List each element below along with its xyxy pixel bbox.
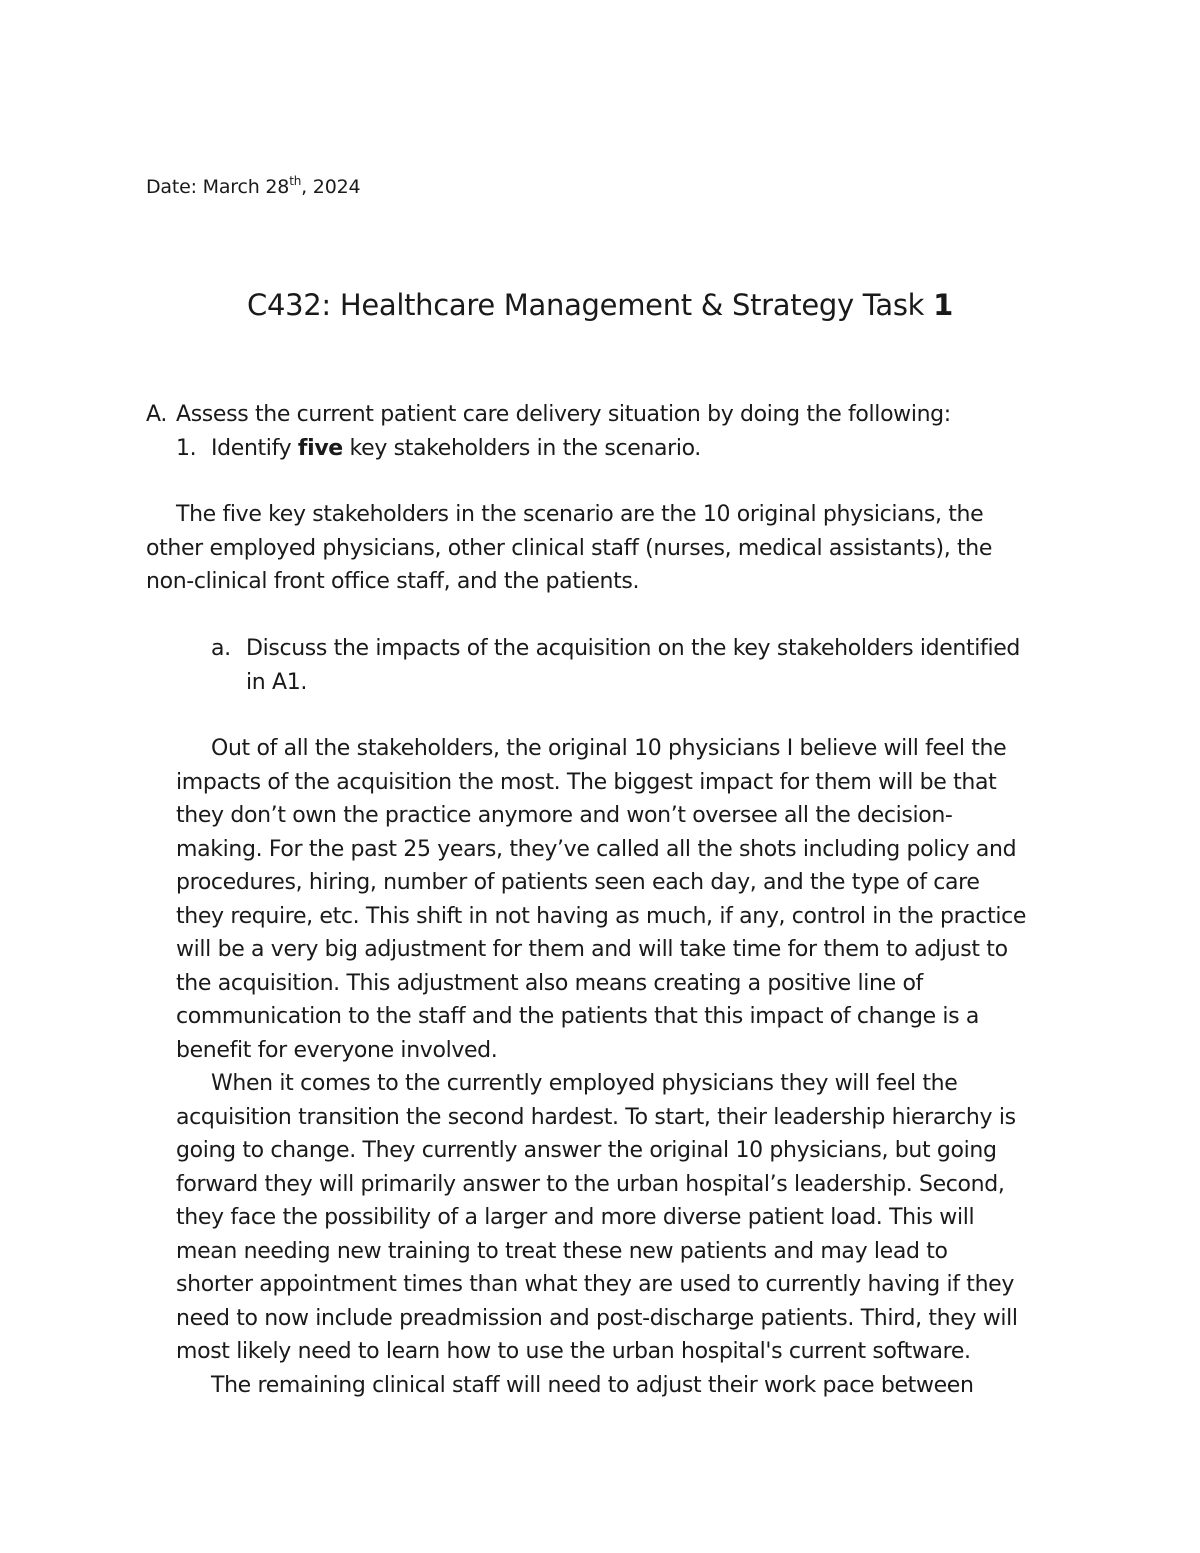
- answer-a-line: the acquisition. This adjustment also means creating a positive line of: [176, 970, 923, 996]
- item-a-line: Discuss the impacts of the acquisition on the key stakeholders identified: [246, 636, 1021, 661]
- section-a-heading: Assess the current patient care delivery situation by doing the following:: [176, 402, 951, 427]
- item-a-text: [246, 632, 1020, 699]
- title-main: C432: Healthcare Management & Strategy Task: [247, 288, 934, 322]
- answer-a-line: mean needing new training to treat these new patients and may lead to: [176, 1238, 948, 1264]
- title-number: 1: [933, 288, 953, 322]
- item-1-text-before: Identify: [211, 436, 298, 461]
- item-1-bold: five: [297, 436, 343, 461]
- item-1-marker: 1.: [176, 436, 197, 461]
- date-year: , 2024: [301, 176, 361, 198]
- answer-a-line: Out of all the stakeholders, the original 10 physicians I believe will feel the: [211, 736, 1007, 761]
- document-title: [0, 288, 1200, 322]
- answer-a-line: most likely need to learn how to use the urban hospital's current software.: [176, 1339, 971, 1364]
- item-a-line: in A1.: [246, 669, 307, 695]
- answer-1-line: non-clinical front office staff, and the patients.: [146, 569, 640, 594]
- answer-a-line: acquisition transition the second hardest. To start, their leadership hierarchy is: [176, 1104, 1016, 1130]
- answer-1-paragraph: [146, 498, 992, 599]
- answer-a-line: need to now include preadmission and post-discharge patients. Third, they will: [176, 1305, 1018, 1331]
- date-suffix: th: [289, 174, 302, 188]
- answer-a-line: procedures, hiring, number of patients seen each day, and the type of care: [176, 870, 980, 895]
- answer-a-line: communication to the staff and the patients that this impact of change is a: [176, 1004, 980, 1029]
- date-line: [146, 176, 360, 198]
- answer-a-line: forward they will primarily answer to the urban hospital’s leadership. Second,: [176, 1171, 1005, 1197]
- date-label: Date: March 28: [146, 176, 290, 198]
- answer-a-line: benefit for everyone involved.: [176, 1037, 498, 1063]
- answer-a-line: will be a very big adjustment for them and will take time for them to adjust to: [176, 937, 1008, 962]
- answer-a-line: The remaining clinical staff will need to adjust their work pace between: [211, 1372, 974, 1398]
- answer-a-line: making. For the past 25 years, they’ve called all the shots including policy and: [176, 836, 1017, 862]
- answer-a-line: they face the possibility of a larger and more diverse patient load. This will: [176, 1205, 975, 1230]
- item-1-text-after: key stakeholders in the scenario.: [342, 436, 701, 461]
- section-a-marker: A.: [146, 402, 167, 427]
- answer-a-line: shorter appointment times than what they are used to currently having if they: [176, 1272, 1015, 1297]
- item-1-text: [211, 432, 701, 466]
- answer-a-line: When it comes to the currently employed physicians they will feel the: [211, 1071, 958, 1096]
- answer-a-line: they don’t own the practice anymore and won’t oversee all the decision-: [176, 803, 953, 828]
- answer-a-line: they require, etc. This shift in not having as much, if any, control in the practice: [176, 903, 1027, 929]
- answer-a-line: impacts of the acquisition the most. The biggest impact for them will be that: [176, 769, 997, 795]
- item-a-marker: a.: [211, 636, 231, 661]
- answer-1-line: The five key stakeholders in the scenario are the 10 original physicians, the: [176, 502, 984, 527]
- answer-a-line: going to change. They currently answer the original 10 physicians, but going: [176, 1138, 997, 1163]
- answer-a-paragraph: [176, 732, 1026, 1402]
- answer-1-line: other employed physicians, other clinical staff (nurses, medical assistants), the: [146, 535, 993, 561]
